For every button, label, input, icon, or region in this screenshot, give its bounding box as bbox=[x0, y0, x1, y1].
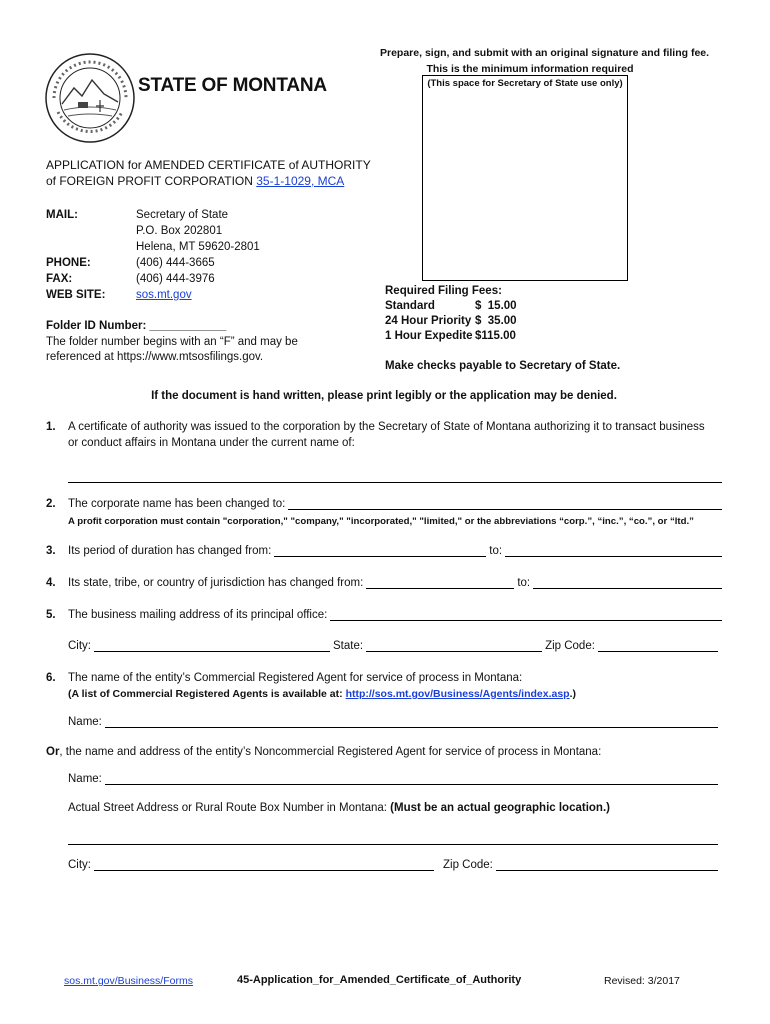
noncommercial-city-label: City: bbox=[68, 859, 91, 871]
mail-line-2: P.O. Box 202801 bbox=[136, 225, 223, 237]
noncommercial-agent-name-label: Name: bbox=[68, 773, 102, 785]
noncommercial-agent-label: , the name and address of the entity’s Noncommercial Registered Agent for service of process in Montana: bbox=[59, 746, 602, 758]
duration-to-field[interactable] bbox=[505, 545, 722, 557]
phone-value: (406) 444-3665 bbox=[136, 257, 215, 269]
form-title-line-1: APPLICATION for AMENDED CERTIFICATE of AUTHORITY bbox=[46, 158, 371, 172]
form-title-line-2 bbox=[46, 174, 344, 188]
item-6-number: 6. bbox=[46, 672, 56, 684]
mail-line-3: Helena, MT 59620-2801 bbox=[136, 241, 260, 253]
item-5-row bbox=[46, 609, 722, 621]
item-5-state-label: State: bbox=[333, 640, 364, 652]
noncommercial-agent-name-row bbox=[68, 773, 718, 785]
state-title: STATE OF MONTANA bbox=[138, 75, 327, 96]
noncommercial-agent-name-field[interactable] bbox=[105, 773, 718, 785]
fee-expedite-value: $115.00 bbox=[475, 330, 516, 342]
statute-link[interactable]: 35-1-1029, MCA bbox=[256, 174, 345, 188]
handwritten-warning: If the document is hand written, please print legibly or the application may be denied. bbox=[151, 390, 617, 402]
item-6-line bbox=[46, 672, 522, 684]
item-4-label: Its state, tribe, or country of jurisdiction has changed from: bbox=[68, 577, 364, 589]
jurisdiction-to-field[interactable] bbox=[533, 577, 722, 589]
noncommercial-zip-field[interactable] bbox=[496, 859, 718, 871]
web-label: WEB SITE: bbox=[46, 289, 106, 301]
item-6-note-prefix: (A list of Commercial Registered Agents is available at: bbox=[68, 688, 346, 700]
mail-label: MAIL: bbox=[46, 209, 78, 221]
noncommercial-zip-label: Zip Code: bbox=[443, 859, 493, 871]
item-6-note bbox=[68, 688, 576, 700]
footer-revised: Revised: 3/2017 bbox=[604, 975, 680, 987]
commercial-agent-name-label: Name: bbox=[68, 716, 102, 728]
item-1-text: A certificate of authority was issued to the corporation by the Secretary of State of Montana authorizing it to transact business bbox=[68, 421, 705, 433]
item-3-label: Its period of duration has changed from: bbox=[68, 545, 272, 557]
phone-label: PHONE: bbox=[46, 257, 91, 269]
item-5-number: 5. bbox=[46, 609, 56, 621]
item-2-number: 2. bbox=[46, 498, 56, 510]
item-5-city-row bbox=[68, 640, 718, 652]
fee-priority-value: $ 35.00 bbox=[475, 315, 517, 327]
sos-box-label: (This space for Secretary of State use only) bbox=[427, 78, 623, 89]
item-3-row bbox=[46, 545, 722, 557]
folder-id-label: Folder ID Number: ____________ bbox=[46, 320, 227, 332]
item-1-number: 1. bbox=[46, 421, 56, 433]
seal-icon bbox=[44, 52, 136, 144]
mail-line-1: Secretary of State bbox=[136, 209, 229, 221]
item-6-label: The name of the entity’s Commercial Registered Agent for service of process in Montana: bbox=[68, 672, 523, 684]
street-address-label: Actual Street Address or Rural Route Box Number in Montana: bbox=[68, 802, 387, 814]
folder-note-1: The folder number begins with an “F” and may be bbox=[46, 336, 298, 348]
fee-expedite-label: 1 Hour Expedite bbox=[385, 330, 473, 342]
item-6-note-suffix: .) bbox=[569, 688, 577, 700]
item-2-note: A profit corporation must contain "corporation," "company," "incorporated," "limited," or the abbreviations “corp.”, “inc.”, “co.”, or “ltd.” bbox=[68, 516, 694, 527]
item-5-city-label: City: bbox=[68, 640, 91, 652]
item-1-line-2: or conduct affairs in Montana under the current name of: bbox=[68, 437, 355, 449]
or-word: Or bbox=[46, 746, 60, 758]
item-2-row bbox=[46, 498, 722, 510]
item-2-label: The corporate name has been changed to: bbox=[68, 498, 286, 510]
item-5-city-field[interactable] bbox=[94, 640, 330, 652]
fee-standard-value: $ 15.00 bbox=[475, 300, 517, 312]
jurisdiction-from-field[interactable] bbox=[366, 577, 514, 589]
footer-forms-link[interactable]: sos.mt.gov/Business/Forms bbox=[64, 975, 193, 987]
noncommercial-city-row bbox=[68, 859, 718, 871]
form-title-prefix: of FOREIGN PROFIT CORPORATION bbox=[46, 174, 257, 188]
commercial-agent-name-field[interactable] bbox=[105, 716, 718, 728]
item-3-to-label: to: bbox=[489, 545, 503, 557]
item-4-number: 4. bbox=[46, 577, 56, 589]
instruction-line-1: Prepare, sign, and submit with an original signature and filing fee. bbox=[380, 47, 710, 59]
item-5-state-field[interactable] bbox=[366, 640, 542, 652]
state-seal bbox=[44, 52, 136, 144]
folder-note-2: referenced at https://www.mtsosfilings.gov. bbox=[46, 351, 264, 363]
principal-office-address-field[interactable] bbox=[330, 609, 722, 621]
sos-use-only-box bbox=[422, 75, 628, 281]
item-5-zip-label: Zip Code: bbox=[545, 640, 595, 652]
fax-value: (406) 444-3976 bbox=[136, 273, 215, 285]
duration-from-field[interactable] bbox=[274, 545, 486, 557]
noncommercial-agent-heading bbox=[46, 746, 601, 758]
new-corporate-name-field[interactable] bbox=[288, 498, 722, 510]
street-address-note: (Must be an actual geographic location.) bbox=[390, 802, 610, 814]
commercial-agent-name-row bbox=[68, 716, 718, 728]
registered-agents-link[interactable]: http://sos.mt.gov/Business/Agents/index.asp bbox=[345, 688, 570, 700]
current-name-field[interactable] bbox=[68, 470, 722, 483]
street-address-field[interactable] bbox=[68, 832, 718, 845]
fee-standard-label: Standard bbox=[385, 300, 435, 312]
web-link[interactable]: sos.mt.gov bbox=[136, 289, 192, 301]
instruction-line-2: This is the minimum information required bbox=[426, 63, 634, 75]
item-4-row bbox=[46, 577, 722, 589]
item-3-number: 3. bbox=[46, 545, 56, 557]
item-5-zip-field[interactable] bbox=[598, 640, 718, 652]
fee-priority-label: 24 Hour Priority bbox=[385, 315, 472, 327]
checks-payable-note: Make checks payable to Secretary of State. bbox=[385, 360, 621, 372]
footer-form-name: 45-Application_for_Amended_Certificate_of_Authority bbox=[237, 974, 522, 986]
item-4-to-label: to: bbox=[517, 577, 531, 589]
item-1-line-1 bbox=[46, 421, 705, 433]
noncommercial-city-field[interactable] bbox=[94, 859, 434, 871]
fax-label: FAX: bbox=[46, 273, 73, 285]
item-5-label: The business mailing address of its principal office: bbox=[68, 609, 328, 621]
fees-title: Required Filing Fees: bbox=[385, 285, 502, 297]
street-address-line bbox=[68, 802, 610, 814]
